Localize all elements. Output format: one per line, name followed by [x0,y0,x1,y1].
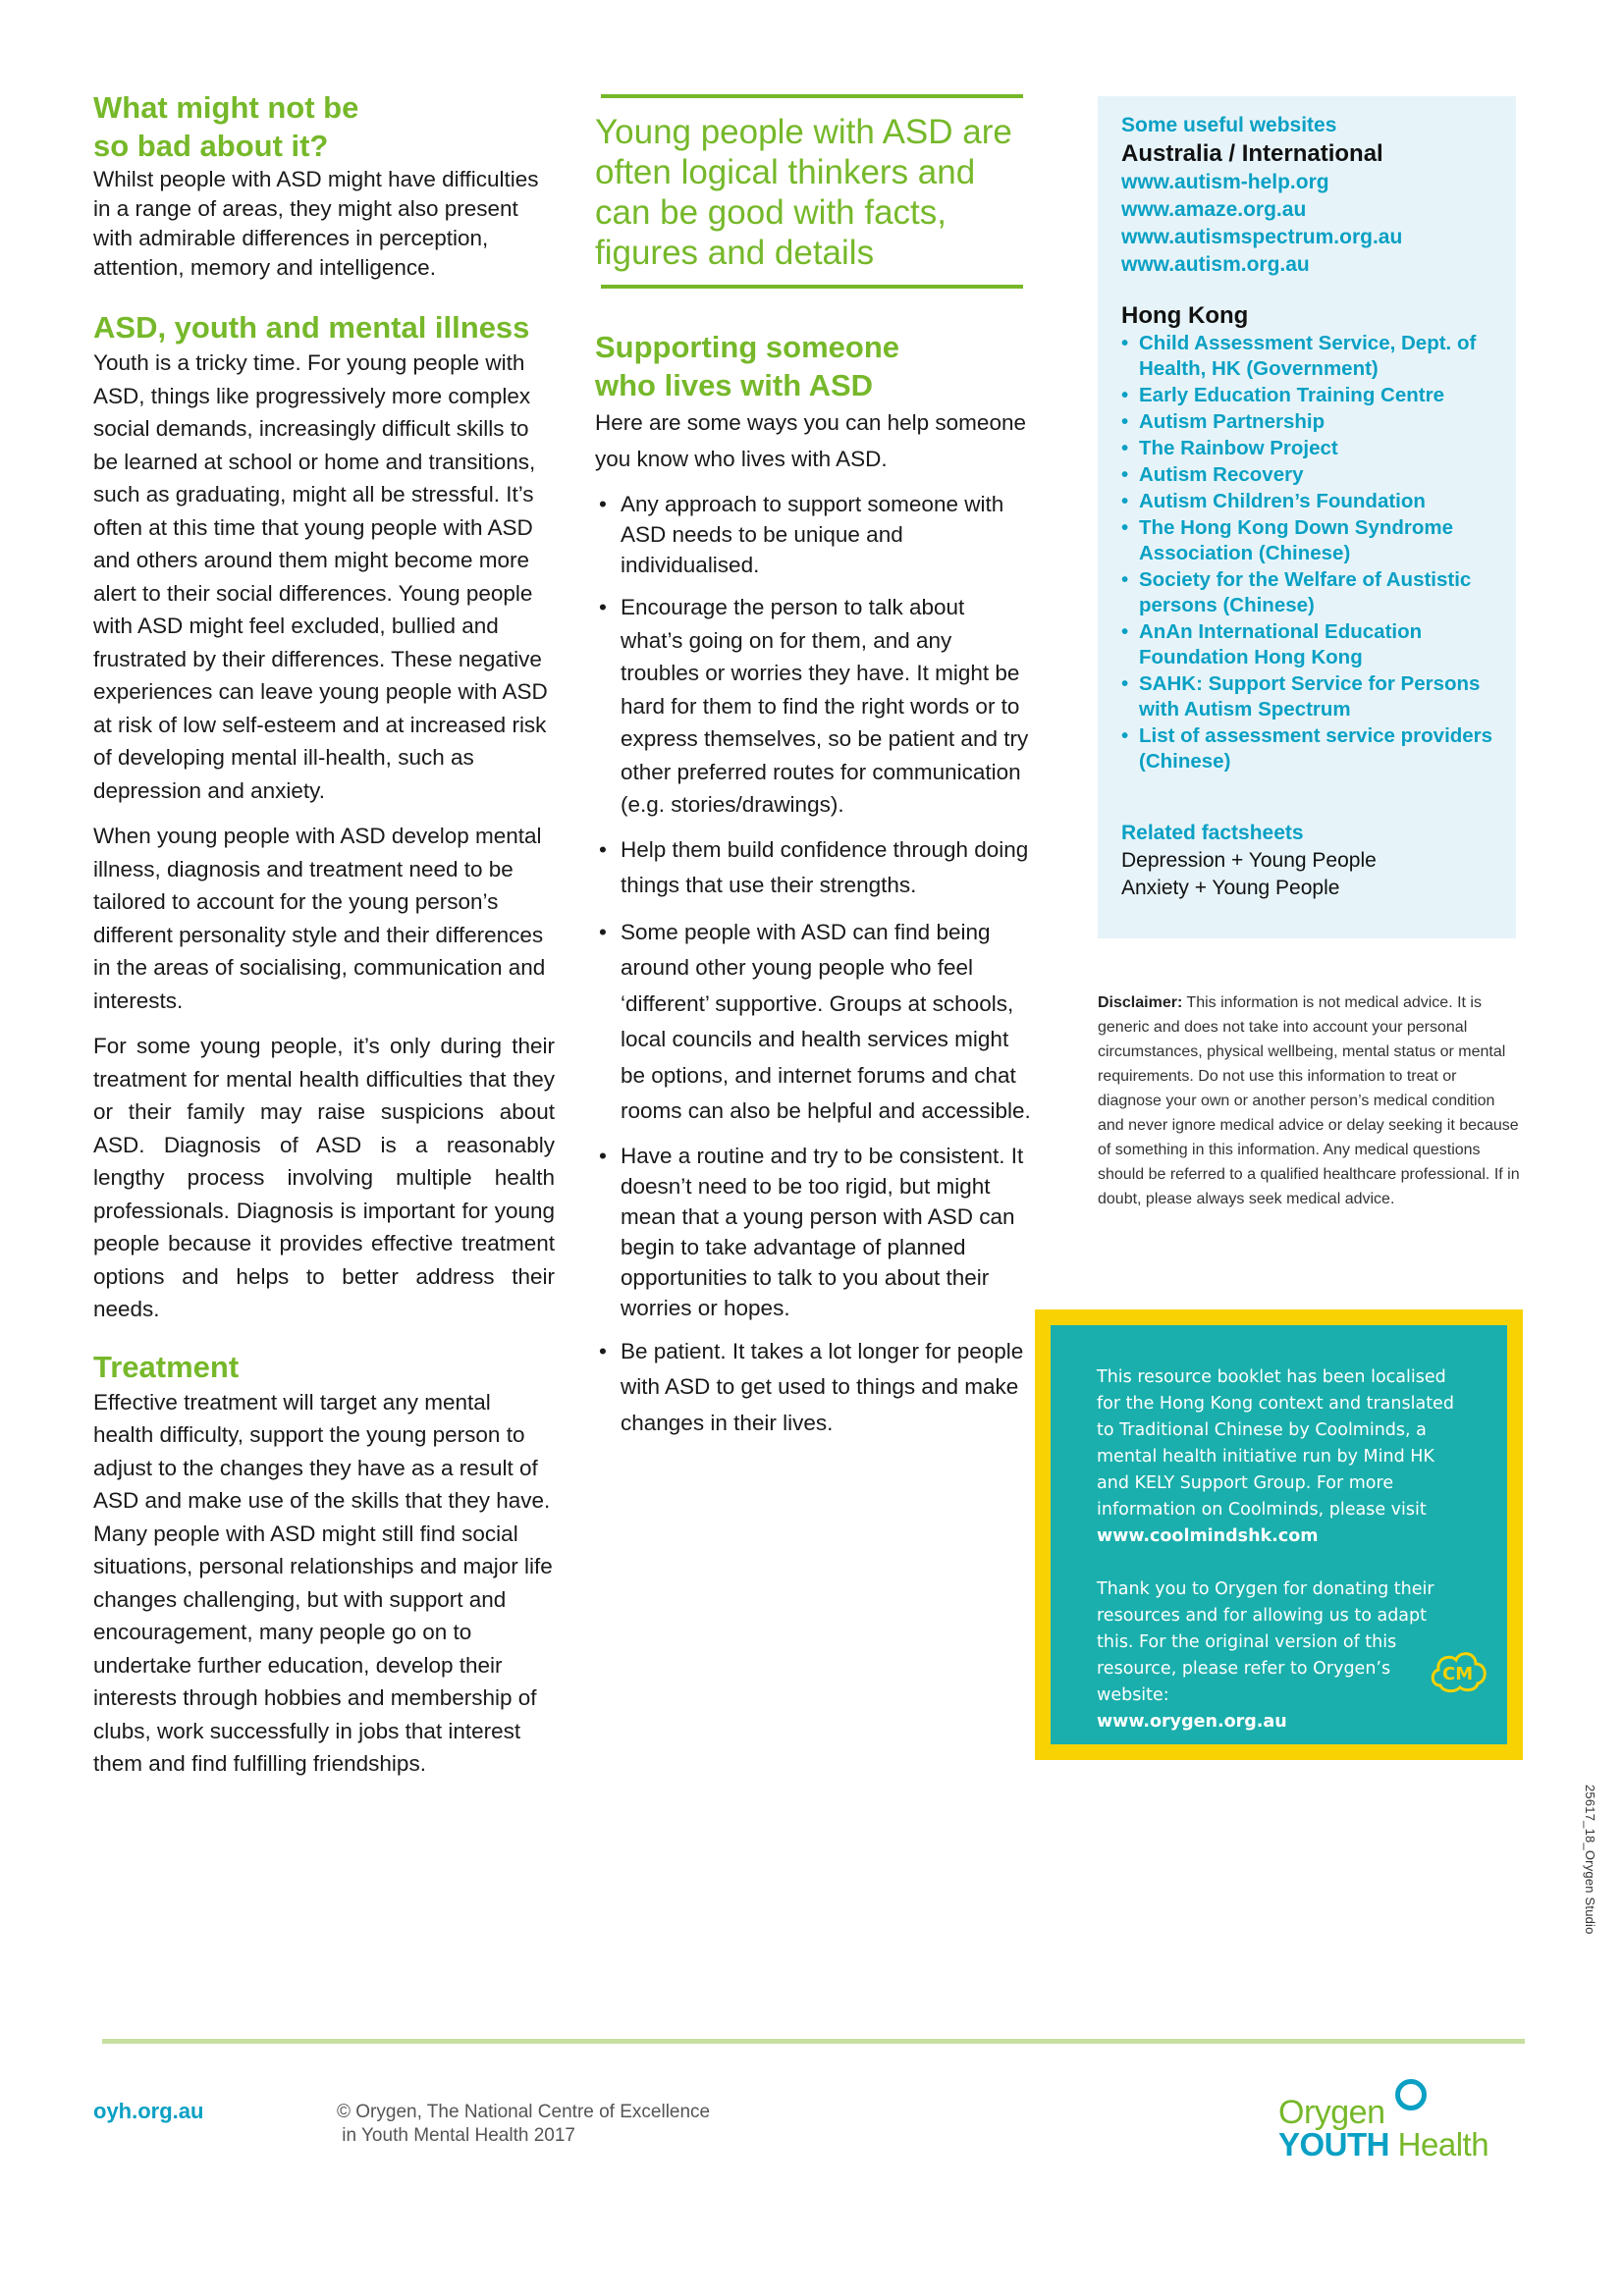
develop-illness-paragraph: When young people with ASD develop mental illness, diagnosis and treatment need to be tailored to account for the young person’s different personality style and their differences in the areas of socialising, communication and interests. [93,824,546,1013]
coolminds-link[interactable]: www.coolmindshk.com [1097,1526,1319,1546]
logo-ring-icon [1395,2079,1427,2110]
useful-websites-panel [1098,96,1516,938]
heading-supporting-someone: Supporting someone who lives with ASD [595,330,899,402]
support-list-item: • Be patient. It takes a lot longer for people with ASD to get used to things and make changes in their lives. [595,1334,1031,1442]
disclaimer [1098,990,1522,1211]
support-list [595,489,1031,1441]
hk-link-down-syndrome[interactable]: • The Hong Kong Down Syndrome Association (Chinese) [1121,515,1494,566]
disclaimer-label: Disclaimer: [1098,994,1183,1011]
hk-link-rainbow-project[interactable]: • The Rainbow Project [1121,436,1494,461]
heading-treatment: Treatment [93,1349,240,1384]
hk-link-early-education[interactable]: • Early Education Training Centre [1121,383,1494,408]
coolminds-notice-content [1051,1325,1507,1744]
support-list-item: • Some people with ASD can find being around other young people who feel ‘different’ supportive. Groups at schools, local councils and health services might be options, and internet forums and chat rooms can also be helpful and accessible. [595,915,1031,1130]
disclaimer-text: This information is not medical advice. It is generic and does not take into account your personal circumstances, physical wellbeing, mental status or mental requirements. Do not use this information to treat or diagnose your own or another person’s medical condition and never ignore medical advice or delay seeking it because of something in this information. Any medical questions should be referred to a qualified healthcare professional. If in doubt, please always seek medical advice. [1098,994,1520,1207]
support-list-item: • Encourage the person to talk about what’s going on for them, and any troubles or worries they have. It might be hard for them to find the right words or to express themselves, so be patient and try other preferred routes for communication (e.g. stories/drawings). [595,591,1031,822]
treatment-body: Effective treatment will target any mental health difficulty, support the young person to adjust to the changes they have as a result of ASD and make use of the skills that they have. Many people with ASD might still find social situations, personal relationships and major life changes challenging, but with support and encouragement, many people go on to undertake further education, develop their interests through hobbies and membership of clubs, work successfully in jobs that interest them and find fulfilling friendships. [93,1389,553,1776]
australia-heading: Australia / International [1121,140,1383,167]
support-intro: Here are some ways you can help someone you know who lives with ASD. [595,410,1026,471]
coolminds-notice-box [1035,1309,1523,1760]
hong-kong-links [1121,331,1494,774]
useful-websites-heading: Some useful websites [1121,114,1337,136]
footer-copyright: © Orygen, The National Centre of Excellence in Youth Mental Health 2017 [337,2102,711,2146]
related-factsheet-depression[interactable]: Depression + Young People [1121,849,1377,872]
heading-not-so-bad: What might not be so bad about it? [93,90,359,163]
heading-asd-youth-mental-illness: ASD, youth and mental illness [93,310,530,345]
pull-quote-bottom-rule [601,285,1023,289]
diagnosis-paragraph: For some young people, it’s only during their treatment for mental health difficulties that they or their family may raise suspicions about ASD. Diagnosis of ASD is a reasonably lengthy process involving multiple health professionals. Diagnosis is important for young people because it provides effective treatment options and helps to better address their needs. [93,1034,555,1321]
pull-quote: Young people with ASD are often logical thinkers and can be good with facts, figures and details [595,113,1012,272]
hk-link-swap[interactable]: • Society for the Welfare of Austistic persons (Chinese) [1121,567,1494,618]
related-factsheet-anxiety[interactable]: Anxiety + Young People [1121,877,1340,899]
coolminds-thanks-text: Thank you to Orygen for donating their resources and for allowing us to adapt this. For the original version of this resource, please refer to Orygen’s website: www.orygen.org.au [1097,1576,1468,1735]
footer-website-link[interactable]: oyh.org.au [93,2099,204,2123]
hong-kong-heading: Hong Kong [1121,302,1249,329]
link-autism-org[interactable]: www.autism.org.au [1121,253,1310,276]
hk-link-autism-childrens-foundation[interactable]: • Autism Children’s Foundation [1121,489,1494,514]
support-list-item: • Have a routine and try to be consistent. It doesn’t need to be too rigid, but might mean that a young person with ASD can begin to take advantage of planned opportunities to talk to you about their worries or hopes. [595,1141,1031,1323]
hk-link-sahk[interactable]: • SAHK: Support Service for Persons with Autism Spectrum [1121,671,1494,722]
logo-youth-health-text: YOUTH Health [1278,2126,1489,2163]
hk-link-anan[interactable]: • AnAn International Education Foundation Hong Kong [1121,619,1494,670]
pull-quote-top-rule [601,94,1023,98]
link-autismspectrum[interactable]: www.autismspectrum.org.au [1121,226,1403,248]
svg-text:CM: CM [1442,1664,1474,1684]
hk-link-autism-partnership[interactable]: • Autism Partnership [1121,409,1494,435]
middle-column [595,94,1031,1452]
support-list-item: • Help them build confidence through doing things that use their strengths. [595,832,1031,904]
related-factsheets-heading: Related factsheets [1121,822,1304,844]
orygen-youth-health-logo [1274,2073,1520,2166]
hk-link-autism-recovery[interactable]: • Autism Recovery [1121,462,1494,488]
left-column [93,88,555,1781]
support-list-item: • Any approach to support someone with ASD needs to be unique and individualised. [595,489,1031,580]
coolminds-logo-icon [1429,1646,1489,1697]
hk-link-assessment-providers[interactable]: • List of assessment service providers (Chinese) [1121,723,1494,774]
link-amaze[interactable]: www.amaze.org.au [1121,198,1307,221]
footer-divider [102,2039,1525,2044]
australia-links [1121,169,1494,279]
print-code: 25617_18_Orygen Studio [1583,1785,1597,1935]
youth-paragraph: Youth is a tricky time. For young people with ASD, things like progressively more complex social demands, increasingly difficult skills to be learned at school or home and transitions, such as graduating, might all be stressful. It’s often at this time that young people with ASD and others around them might become more alert to their social differences. Young people with ASD might feel excluded, bullied and frustrated by their differences. These negative experiences can leave young people with ASD at risk of low self-esteem and at increased risk of developing mental ill-health, such as depression and anxiety. [93,350,548,803]
coolminds-localisation-text: This resource booklet has been localised for the Hong Kong context and translated to Traditional Chinese by Coolminds, a mental health initiative run by Mind HK and KELY Support Group. For more information on Coolminds, please visit www.coolmindshk.com [1097,1364,1468,1550]
not-so-bad-body: Whilst people with ASD might have difficulties in a range of areas, they might also present with admirable differences in perception, attention, memory and intelligence. [93,167,539,280]
orygen-link[interactable]: www.orygen.org.au [1097,1712,1287,1732]
link-autism-help[interactable]: www.autism-help.org [1121,171,1329,193]
hk-link-child-assessment[interactable]: • Child Assessment Service, Dept. of Health, HK (Government) [1121,331,1494,382]
logo-orygen-text: Orygen [1278,2094,1385,2131]
